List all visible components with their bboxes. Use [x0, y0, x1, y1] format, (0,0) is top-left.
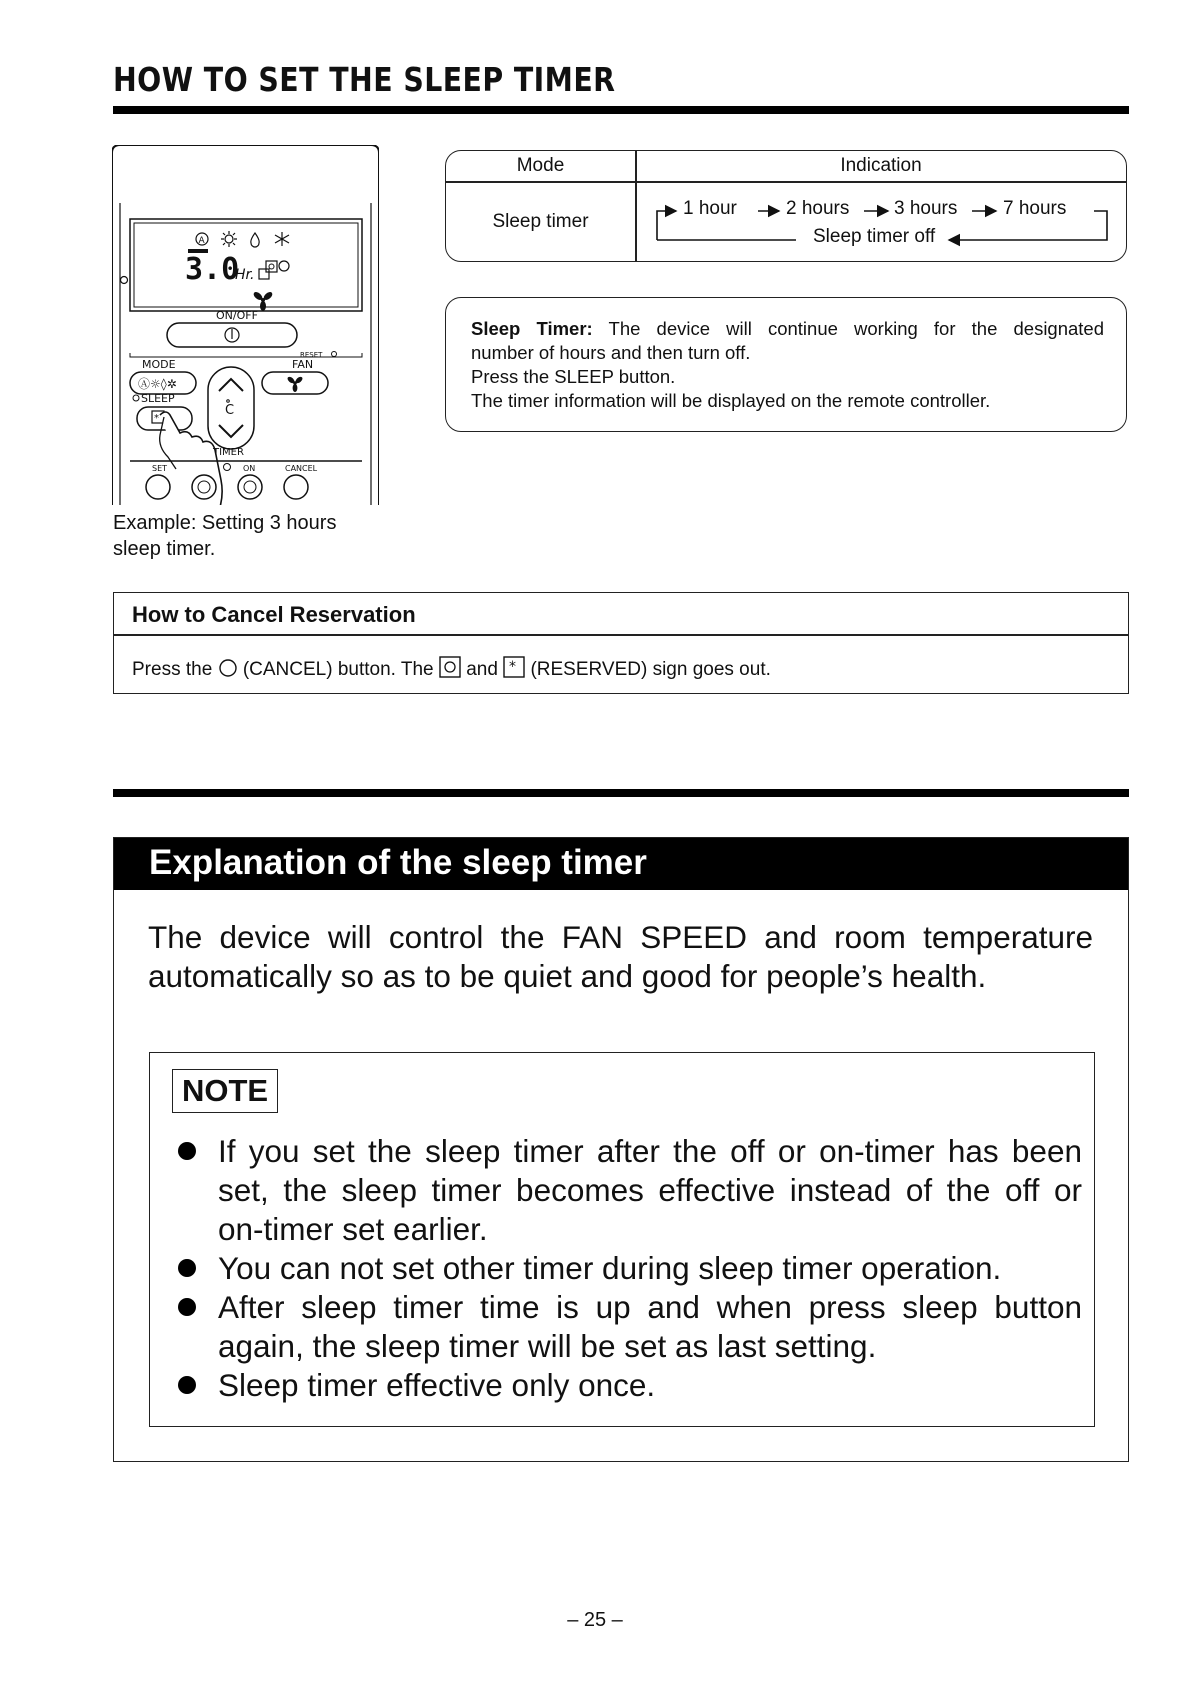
fan-display-icon: [252, 290, 274, 311]
cancel-reservation-box: [113, 592, 1129, 694]
mode-indication-table: [445, 150, 1127, 262]
bullet-icon: [178, 1142, 196, 1160]
note-box: [149, 1052, 1095, 1427]
indication-step-4: 7 hours: [1003, 198, 1067, 219]
note-1-line-1: If you set the sleep timer after the off or on-timer has been: [218, 1133, 1082, 1169]
sleep-timer-info-box: [445, 297, 1127, 432]
indication-step-1: 1 hour: [683, 198, 737, 219]
display-digits: 3.0: [185, 252, 240, 287]
bullet-icon: [178, 1259, 196, 1277]
svg-text:RESET: RESET: [300, 351, 323, 359]
svg-text:*: *: [154, 413, 159, 424]
explanation-line-2: automatically so as to be quiet and good for people’s health.: [148, 958, 987, 994]
indication-arrows: [636, 182, 1126, 262]
example-caption: Example: Setting 3 hours sleep timer.: [113, 512, 337, 560]
svg-text:SET: SET: [152, 464, 168, 473]
svg-text:CANCEL: CANCEL: [285, 464, 318, 473]
section-rule: [113, 789, 1129, 797]
title-rule: [113, 106, 1129, 114]
info-line-2: number of hours and then turn off.: [471, 342, 751, 363]
info-line-1: Sleep Timer: The device will continue working for the designated: [471, 318, 1105, 339]
on-off-label: ON/OFF: [216, 309, 258, 322]
header-mode: Mode: [516, 155, 565, 176]
on-timer-button: [238, 475, 262, 499]
svg-text:MODE: MODE: [142, 358, 176, 371]
page-number: – 25 –: [567, 1609, 623, 1631]
indication-step-3: 3 hours: [894, 198, 958, 219]
explanation-title: Explanation of the sleep timer: [149, 843, 647, 882]
set-button: [146, 475, 170, 499]
header-indication: Indication: [840, 155, 922, 176]
display-unit: Hr.: [235, 267, 255, 283]
mode-icons: [196, 231, 289, 247]
cancel-timer-button: [284, 475, 308, 499]
explanation-box: [113, 837, 1129, 1462]
svg-text:FAN: FAN: [292, 358, 314, 371]
svg-text:ON: ON: [243, 464, 256, 473]
indication-cell: [636, 182, 1126, 262]
indication-off: Sleep timer off: [813, 226, 936, 247]
svg-text:*: *: [509, 659, 517, 675]
indication-step-2: 2 hours: [786, 198, 850, 219]
remote-controller-illustration: [112, 145, 379, 505]
note-1-line-2: set, the sleep timer becomes effective instead of the off or: [218, 1172, 1082, 1208]
bullet-icon: [178, 1376, 196, 1394]
bullet-icon: [178, 1298, 196, 1316]
cancel-reservation-text: Press the (CANCEL) button. The and * (RESERVED) sign goes out.: [132, 656, 771, 681]
info-line-4: The timer information will be displayed on the remote controller.: [471, 390, 991, 411]
explanation-title-bar: [114, 838, 1128, 890]
page-title: HOW TO SET THE SLEEP TIMER: [113, 60, 616, 99]
info-label: Sleep Timer:: [471, 318, 593, 339]
svg-text:Ⓐ☼◊✲: Ⓐ☼◊✲: [138, 377, 177, 391]
svg-text:C: C: [225, 403, 235, 418]
reserved-sign-icon: [503, 656, 525, 678]
lcd-panel: [121, 219, 363, 311]
cancel-reservation-title: How to Cancel Reservation: [132, 602, 416, 627]
timer-sign-icon: [439, 656, 461, 678]
cancel-button-icon: [218, 658, 238, 678]
note-2-line-1: You can not set other timer during sleep timer operation.: [218, 1250, 1002, 1286]
note-3-line-2: again, the sleep timer will be set as last setting.: [218, 1328, 877, 1364]
note-4-line-1: Sleep timer effective only once.: [218, 1367, 656, 1403]
explanation-text: [148, 918, 1093, 996]
note-1-line-3: on-timer set earlier.: [218, 1211, 488, 1247]
svg-text:SLEEP: SLEEP: [141, 392, 175, 405]
note-label: NOTE: [172, 1069, 278, 1113]
info-line-3: Press the SLEEP button.: [471, 366, 676, 387]
svg-text:TIMER: TIMER: [213, 447, 244, 458]
explanation-line-1: The device will control the FAN SPEED and room temperature: [148, 919, 1093, 955]
svg-text:A: A: [198, 236, 205, 246]
note-3-line-1: After sleep timer time is up and when press sleep button: [218, 1289, 1082, 1325]
mode-cell: Sleep timer: [492, 211, 589, 232]
